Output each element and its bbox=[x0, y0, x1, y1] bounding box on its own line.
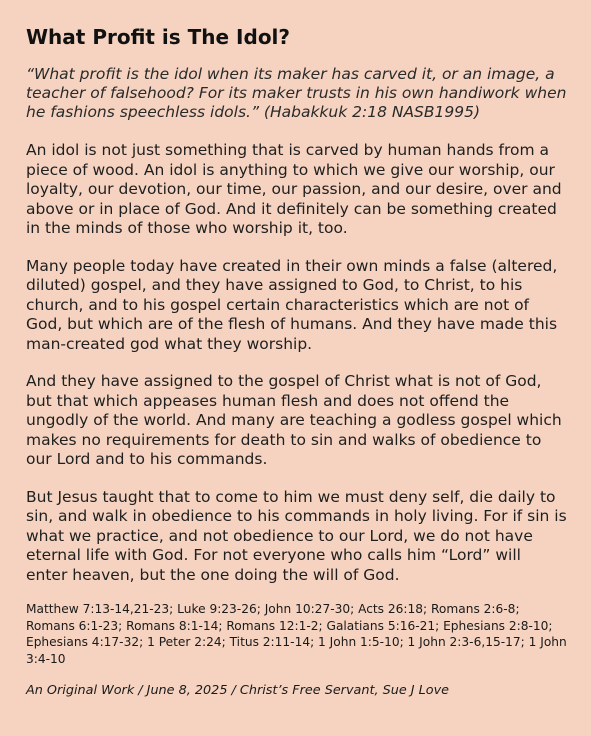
body-paragraph-3: And they have assigned to the gospel of Christ what is not of God, but that which appeases human flesh and does not offend the ungodly of the world. And many are teaching a godless gospel which makes no requirements for death to sin and walks of obedience to our Lord and to his commands. bbox=[26, 372, 562, 468]
body-paragraph-4: But Jesus taught that to come to him we must deny self, die daily to sin, and walk in obedience to his commands in holy living. For if sin is what we practice, and not obedience to our Lord, we do not have eternal life with God. For not everyone who calls him “Lord” will enter heaven, but the one doing the will of God. bbox=[26, 487, 567, 584]
scripture-references: Matthew 7:13-14,21-23; Luke 9:23-26; John 10:27-30; Acts 26:18; Romans 2:6-8; Romans 6:1-23; Romans 8:1-14; Romans 12:1-2; Galatians 5:16-21; Ephesians 2:8-10; Ephesians 4:17-32; 1 Peter 2:24; Titus 2:11-14; 1 John 1:5-10; 1 John 2:3-6,15-17; 1 John 3:4-10 bbox=[26, 602, 567, 666]
author-signature: An Original Work / June 8, 2025 / Christ’s Free Servant, Sue J Love bbox=[26, 683, 450, 698]
scripture-quote: “What profit is the idol when its maker has carved it, or an image, a teacher of falsehood? For its maker trusts in his own handiwork when he fashions speechless idols.” (Habakkuk 2:18 NASB1995) bbox=[26, 65, 567, 121]
page-title: What Profit is The Idol? bbox=[26, 25, 291, 49]
body-paragraph-2: Many people today have created in their own minds a false (altered, diluted) gospel, and they have assigned to God, to Christ, to his church, and to his gospel certain characteristics which are not of God, but which are of the flesh of humans. And they have made this man-created god what they worship. bbox=[26, 256, 558, 353]
body-paragraph-1: An idol is not just something that is carved by human hands from a piece of wood. An idol is anything to which we give our worship, our loyalty, our devotion, our time, our passion, and our desire, over and above or in place of God. And it definitely can be something created in the minds of those who worship it, too. bbox=[26, 141, 562, 237]
